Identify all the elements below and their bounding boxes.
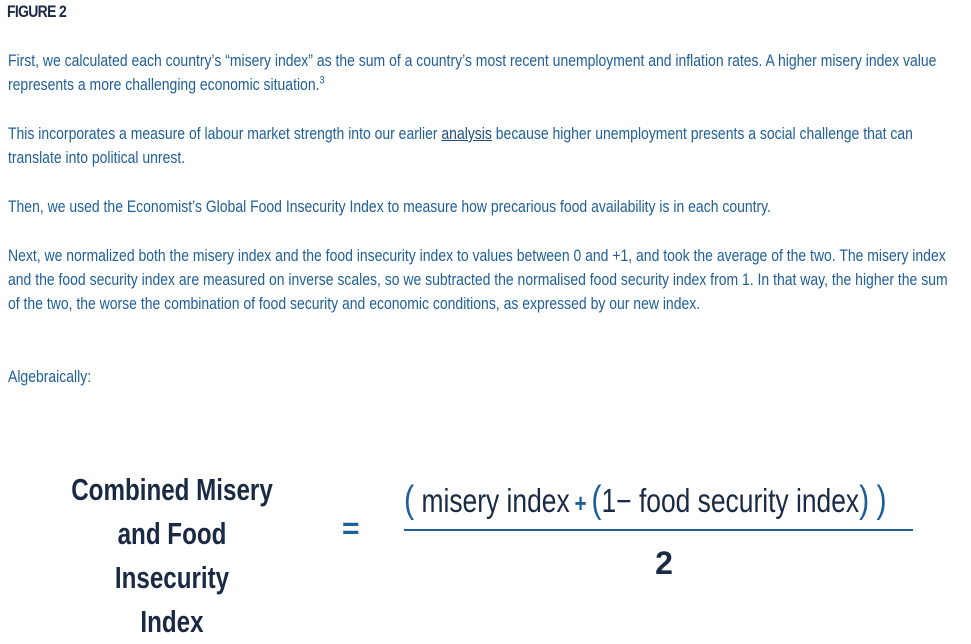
- paragraph-misery-index: [8, 49, 962, 97]
- paragraph-text: because higher unemployment presents a social challenge that can translate into political unrest.: [8, 124, 913, 167]
- paragraph-labour-market: [8, 122, 962, 170]
- equals-sign: =: [342, 512, 360, 545]
- analysis-link[interactable]: analysis: [441, 124, 492, 143]
- term-food-security: 1− food security index: [601, 482, 860, 519]
- equation-numerator: [404, 478, 908, 525]
- footnote-marker[interactable]: 3: [319, 74, 325, 87]
- paragraph-text: First, we calculated each country’s “misery index” as the sum of a country’s most recent unemployment and inflation rates. A higher misery index value represents a more challenging economic situation.: [8, 51, 937, 94]
- equation-lhs-line: Index: [140, 604, 204, 639]
- paragraph-algebraically: Algebraically:: [8, 367, 92, 386]
- equation-lhs-line: Combined Misery: [71, 472, 273, 507]
- equation-lhs: [63, 468, 281, 644]
- paren-close-inner: ): [859, 479, 870, 521]
- paren-open-inner: (: [591, 479, 602, 521]
- equation-lhs-line: and Food Insecurity: [114, 516, 230, 595]
- fraction-bar: [404, 529, 913, 531]
- figure-label: FIGURE 2: [7, 2, 67, 21]
- paragraph-text: This incorporates a measure of labour market strength into our earlier: [8, 124, 442, 143]
- term-misery-index: misery index: [421, 482, 570, 519]
- paren-close-outer: ): [876, 479, 887, 521]
- plus-sign: +: [574, 488, 587, 518]
- paren-open-outer: (: [404, 479, 415, 521]
- paragraph-normalization: Next, we normalized both the misery index and the food insecurity index to values between 0 and +1, and took the average of the two. The misery index and the food security index are measured on inverse scales, so we subtracted the normalised food security index from 1. In that way, the higher the sum of the two, the worse the combination of food security and economic conditions, as expressed by our new index.: [8, 246, 948, 313]
- paragraph-food-insecurity-index: Then, we used the Economist’s Global Food Insecurity Index to measure how precarious food availability is in each country.: [8, 197, 772, 216]
- equation-denominator: 2: [655, 545, 673, 581]
